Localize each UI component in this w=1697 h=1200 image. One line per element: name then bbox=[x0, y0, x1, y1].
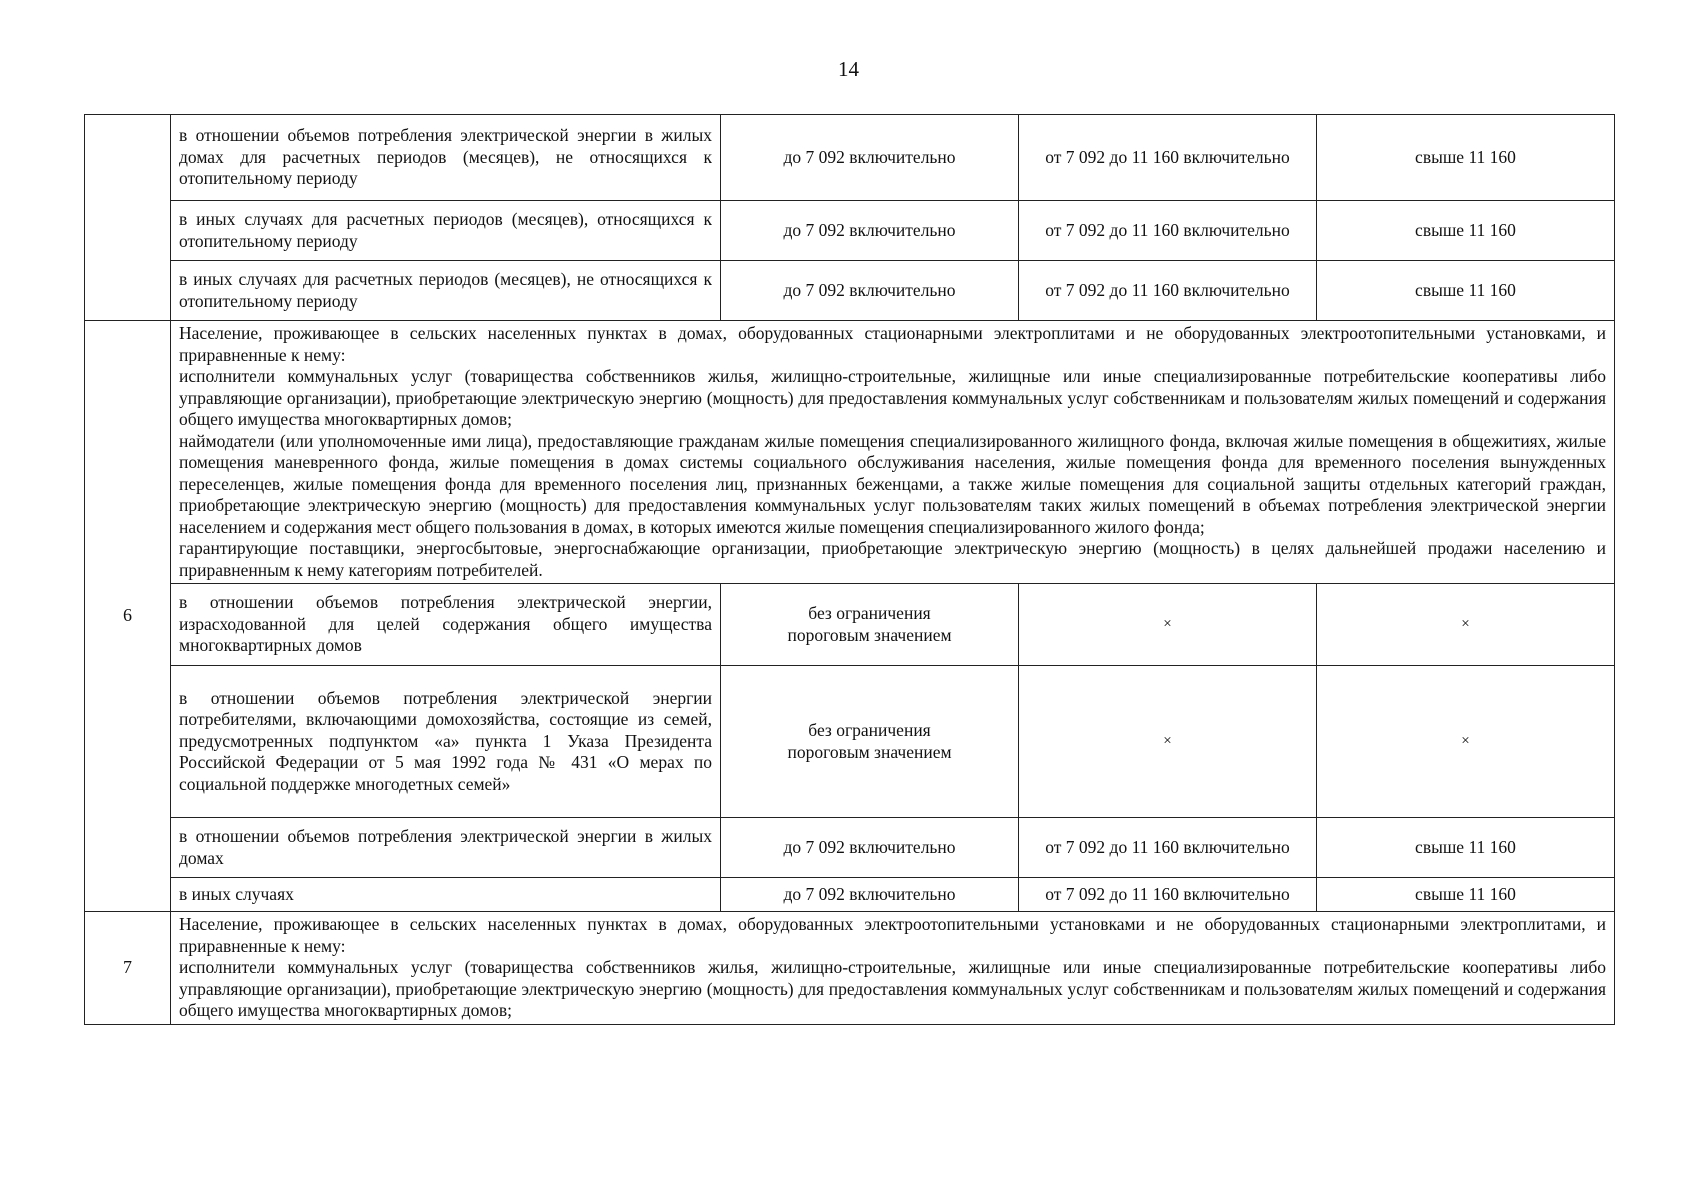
threshold-low bbox=[721, 666, 1019, 818]
group-header-paragraph: Население, проживающее в сельских населенных пунктах в домах, оборудованных стационарными электроплитами и не оборудованных электроотопительными установками, и приравненные к нему: bbox=[179, 323, 1606, 365]
threshold-high: × bbox=[1317, 584, 1615, 666]
threshold-text: без ограничения bbox=[808, 720, 931, 740]
table-row bbox=[85, 115, 1615, 201]
table-row bbox=[85, 201, 1615, 261]
threshold-low: до 7 092 включительно bbox=[721, 261, 1019, 321]
threshold-mid: от 7 092 до 11 160 включительно bbox=[1019, 818, 1317, 878]
threshold-high: свыше 11 160 bbox=[1317, 115, 1615, 201]
table-row bbox=[85, 878, 1615, 912]
group-header-paragraph: наймодатели (или уполномоченные ими лица), предоставляющие гражданам жилые помещения специализированного жилищного фонда, включая жилые помещения в общежитиях, жилые помещения маневренного фонда, жилые помещения в домах системы социального обслуживания населения, жилые помещения фонда для временного поселения вынужденных переселенцев, жилые помещения фонда для временного поселения лиц, признанных беженцами, а также жилые помещения для социальной защиты отдельных категорий граждан, приобретающие электрическую энергию (мощность) для предоставления коммунальных услуг пользователям таких жилых помещений в объемах потребления электрической энергии населением и содержания мест общего пользования в домах, в которых имеются жилые помещения специализированного жилого фонда; bbox=[179, 430, 1606, 537]
threshold-low: до 7 092 включительно bbox=[721, 818, 1019, 878]
row-description: в отношении объемов потребления электрической энергии потребителями, включающими домохозяйства, состоящие из семей, предусмотренных подпунктом «а» пункта 1 Указа Президента Российской Федерации от 5 мая 1992 года № 431 «О мерах по социальной поддержке многодетных семей» bbox=[171, 666, 721, 818]
threshold-high: свыше 11 160 bbox=[1317, 878, 1615, 912]
threshold-mid: от 7 092 до 11 160 включительно bbox=[1019, 261, 1317, 321]
threshold-mid: от 7 092 до 11 160 включительно bbox=[1019, 115, 1317, 201]
row-description: в иных случаях для расчетных периодов (месяцев), относящихся к отопительному периоду bbox=[171, 201, 721, 261]
row-description: в отношении объемов потребления электрической энергии, израсходованной для целей содержания общего имущества многоквартирных домов bbox=[171, 584, 721, 666]
page-number: 14 bbox=[838, 57, 859, 81]
group-header-paragraph: исполнители коммунальных услуг (товарищества собственников жилья, жилищно-строительные, жилищные или иные специализированные потребительские кооперативы либо управляющие организации), приобретающие электрическую энергию (мощность) для предоставления коммунальных услуг собственникам и пользователям жилых помещений и содержания общего имущества многоквартирных домов; bbox=[179, 366, 1606, 429]
threshold-text: без ограничения bbox=[808, 603, 931, 623]
group-header-paragraph: Население, проживающее в сельских населенных пунктах в домах, оборудованных электроотопительными установками и не оборудованных стационарными электроплитами, и приравненные к нему: bbox=[179, 914, 1606, 956]
row-description: в иных случаях для расчетных периодов (месяцев), не относящихся к отопительному периоду bbox=[171, 261, 721, 321]
table-row bbox=[85, 584, 1615, 666]
threshold-mid: × bbox=[1019, 584, 1317, 666]
threshold-high: × bbox=[1317, 666, 1615, 818]
group-header-paragraph: исполнители коммунальных услуг (товарищества собственников жилья, жилищно-строительные, жилищные или иные специализированные потребительские кооперативы либо управляющие организации), приобретающие электрическую энергию (мощность) для предоставления коммунальных услуг собственникам и пользователям жилых помещений и содержания общего имущества многоквартирных домов; bbox=[179, 957, 1606, 1020]
row-number-cell bbox=[85, 115, 171, 321]
threshold-high: свыше 11 160 bbox=[1317, 818, 1615, 878]
threshold-high: свыше 11 160 bbox=[1317, 201, 1615, 261]
group-number: 7 bbox=[85, 912, 171, 1025]
threshold-mid: от 7 092 до 11 160 включительно bbox=[1019, 878, 1317, 912]
threshold-mid: × bbox=[1019, 666, 1317, 818]
row-description: в иных случаях bbox=[171, 878, 721, 912]
threshold-text: пороговым значением bbox=[787, 741, 952, 762]
table-row bbox=[85, 818, 1615, 878]
tariff-threshold-table bbox=[84, 114, 1615, 1025]
group-header-row bbox=[85, 912, 1615, 1025]
threshold-mid: от 7 092 до 11 160 включительно bbox=[1019, 201, 1317, 261]
group-header bbox=[171, 321, 1615, 584]
group-header-paragraph: гарантирующие поставщики, энергосбытовые, энергоснабжающие организации, приобретающие электрическую энергию (мощность) в целях дальнейшей продажи населению и приравненным к нему категориям потребителей. bbox=[179, 538, 1606, 580]
group-number: 6 bbox=[85, 321, 171, 912]
threshold-text: пороговым значением bbox=[787, 624, 952, 645]
threshold-high: свыше 11 160 bbox=[1317, 261, 1615, 321]
row-description: в отношении объемов потребления электрической энергии в жилых домах bbox=[171, 818, 721, 878]
threshold-low bbox=[721, 584, 1019, 666]
threshold-low: до 7 092 включительно bbox=[721, 201, 1019, 261]
threshold-low: до 7 092 включительно bbox=[721, 115, 1019, 201]
table-row bbox=[85, 666, 1615, 818]
threshold-low: до 7 092 включительно bbox=[721, 878, 1019, 912]
row-description: в отношении объемов потребления электрической энергии в жилых домах для расчетных периодов (месяцев), не относящихся к отопительному периоду bbox=[171, 115, 721, 201]
group-header-row bbox=[85, 321, 1615, 584]
table-row bbox=[85, 261, 1615, 321]
group-header bbox=[171, 912, 1615, 1025]
